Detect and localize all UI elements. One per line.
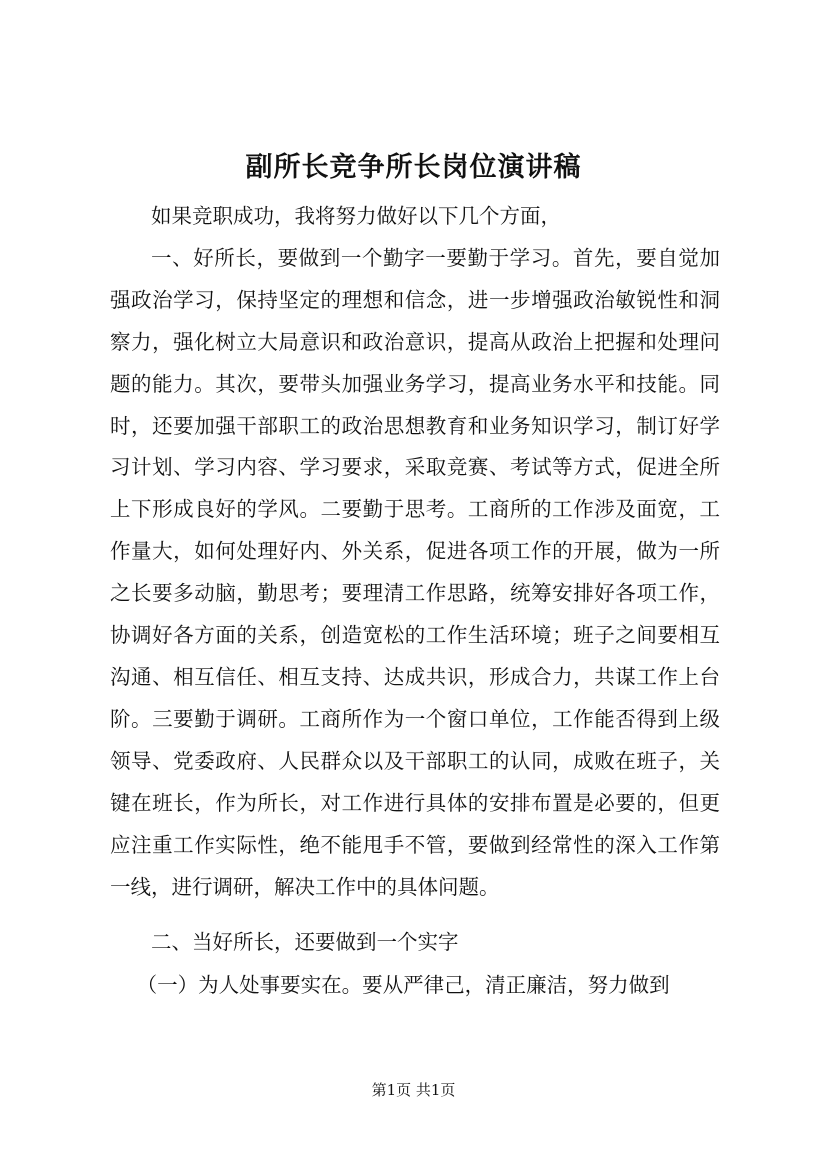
document-body [110, 196, 720, 1007]
paragraph-section-two-heading: 二、当好所长，还要做到一个实字 [151, 930, 459, 955]
paragraph-intro: 如果竞职成功，我将努力做好以下几个方面， [151, 204, 561, 228]
paragraph-section-two-item-one: （一）为人处事要实在。要从严律己，清正廉洁，努力做到 [136, 973, 670, 998]
document-title: 副所长竞争所长岗位演讲稿 [245, 152, 582, 183]
page-number-footer: 第1页 共1页 [371, 1081, 456, 1099]
paragraph-section-one: 一、好所长，要做到一个勤字一要勤于学习。首先，要自觉加强政治学习，保持坚定的理想和信念，进一步增强政治敏锐性和洞察力，强化树立大局意识和政治意识，提高从政治上把握和处理问题的能力。其次，要带头加强业务学习，提高业务水平和技能。同时，还要加强干部职工的政治思想教育和业务知识学习，制订好学习计划、学习内容、学习要求，采取竞赛、考试等方式，促进全所上下形成良好的学风。二要勤于思考。工商所的工作涉及面宽，工作量大，如何处理好内、外关系，促进各项工作的开展，做为一所之长要多动脑，勤思考；要理清工作思路，统筹安排好各项工作，协调好各方面的关系，创造宽松的工作生活环境；班子之间要相互沟通、相互信任、相互支持、达成共识，形成合力，共谋工作上台阶。三要勤于调研。工商所作为一个窗口单位，工作能否得到上级领导、党委政府、人民群众以及干部职工的认同，成败在班子，关键在班长，作为所长，对工作进行具体的安排布置是必要的，但更应注重工作实际性，绝不能甩手不管，要做到经常性的深入工作第一线，进行调研，解决工作中的具体问题。 [110, 245, 720, 899]
